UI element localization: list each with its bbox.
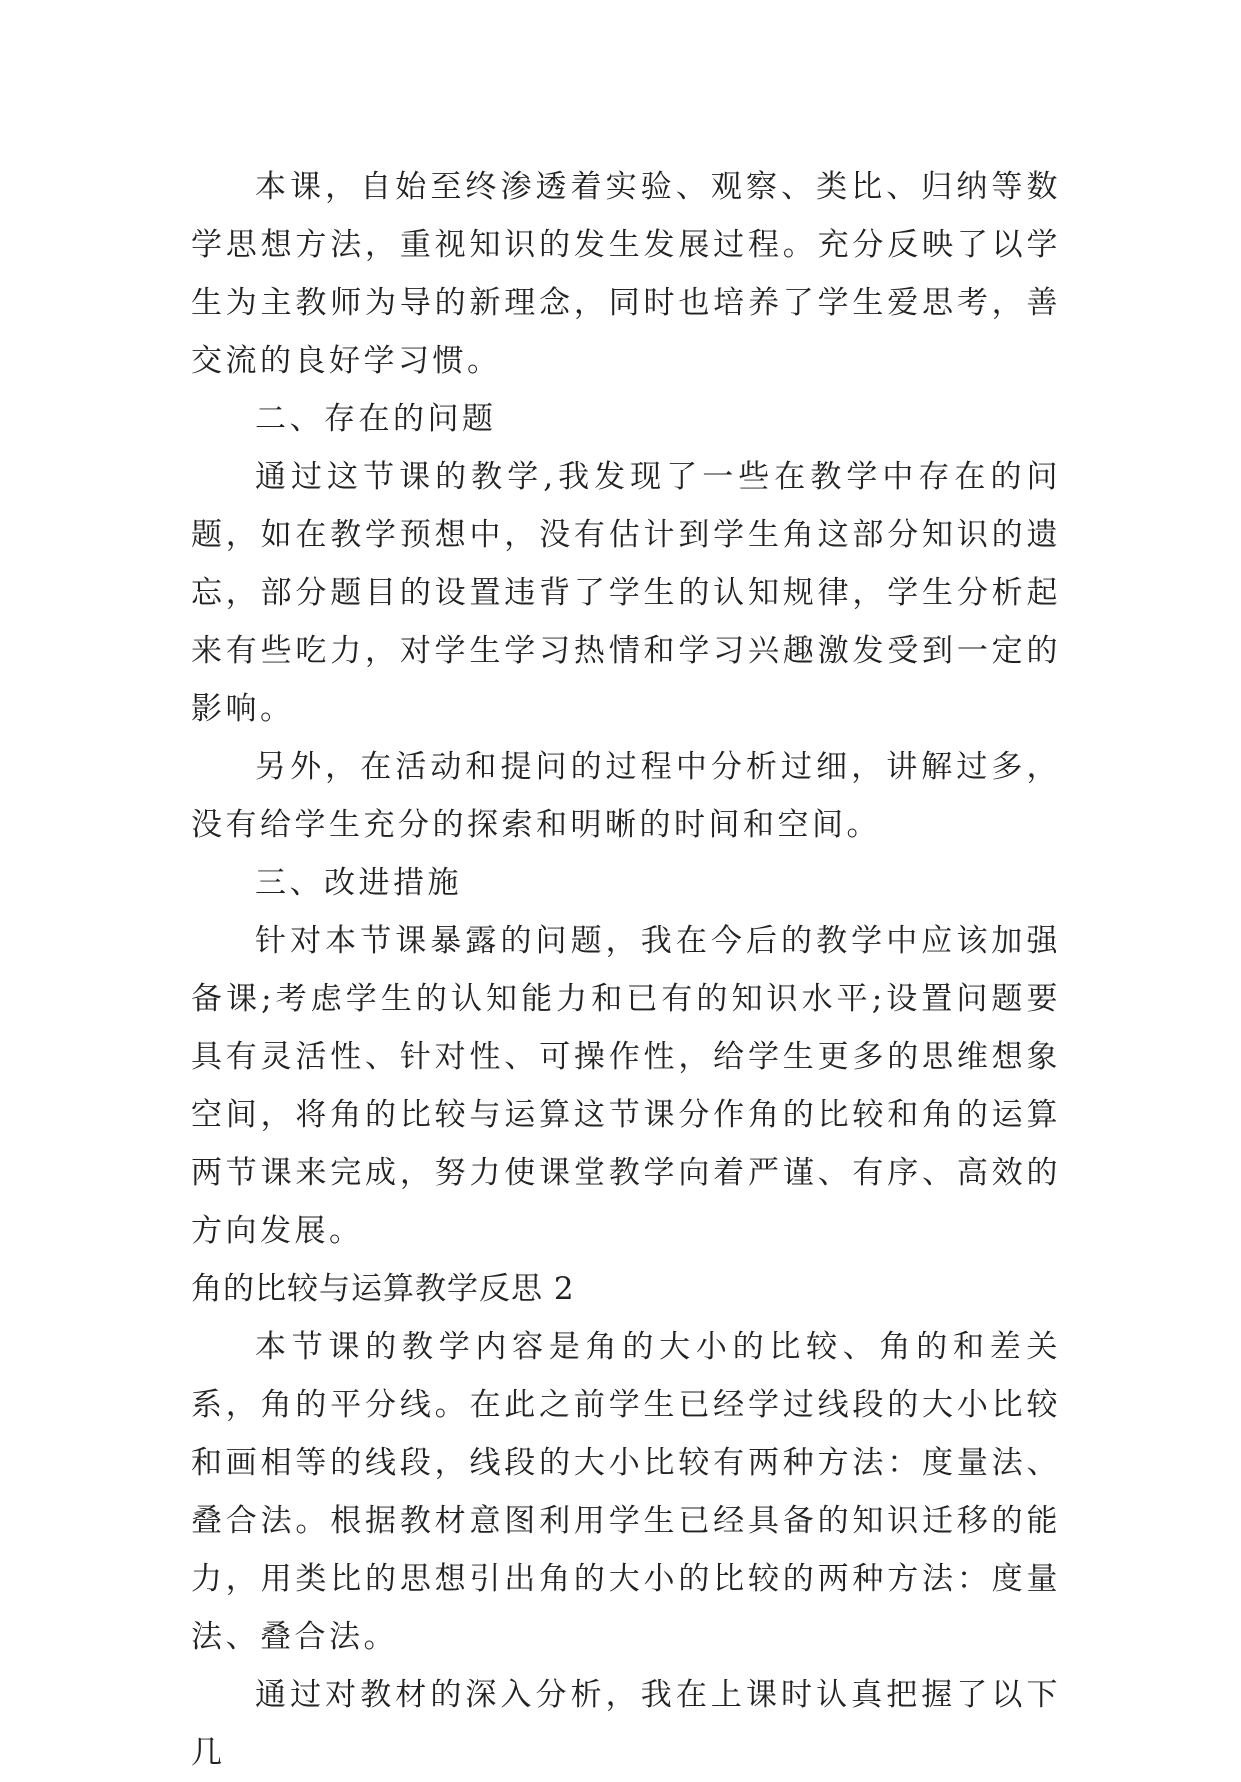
paragraph-problems: 通过这节课的教学,我发现了一些在教学中存在的问题，如在教学预想中，没有估计到学生角这部分知识的遗忘，部分题目的设置违背了学生的认知规律，学生分析起来有些吃力，对学生学习热情和学习兴趣激发受到一定的影响。 [191, 459, 1061, 727]
document-body [191, 158, 1061, 1782]
paragraph-improvements: 针对本节课暴露的问题，我在今后的教学中应该加强备课;考虑学生的认知能力和已有的知识水平;设置问题要具有灵活性、针对性、可操作性，给学生更多的思维想象空间，将角的比较与运算这节课分作角的比较和角的运算两节课来完成，努力使课堂教学向着严谨、有序、高效的方向发展。 [191, 923, 1061, 1249]
heading-improvements: 三、改进措施 [255, 865, 462, 901]
paragraph-additional-problems: 另外，在活动和提问的过程中分析过细，讲解过多，没有给学生充分的探索和明晰的时间和空间。 [191, 749, 1061, 843]
paragraph-analysis: 通过对教材的深入分析，我在上课时认真把握了以下几 [191, 1677, 1061, 1771]
paragraph-lesson-content: 本节课的教学内容是角的大小的比较、角的和差关系，角的平分线。在此之前学生已经学过线段的大小比较和画相等的线段，线段的大小比较有两种方法：度量法、叠合法。根据教材意图利用学生已经具备的知识迁移的能力，用类比的思想引出角的大小的比较的两种方法：度量法、叠合法。 [191, 1329, 1061, 1655]
section-title: 角的比较与运算教学反思 2 [191, 1271, 575, 1307]
heading-existing-problems: 二、存在的问题 [255, 401, 497, 437]
paragraph-summary: 本课，自始至终渗透着实验、观察、类比、归纳等数学思想方法，重视知识的发生发展过程。充分反映了以学生为主教师为导的新理念，同时也培养了学生爱思考，善交流的良好学习惯。 [191, 169, 1061, 379]
